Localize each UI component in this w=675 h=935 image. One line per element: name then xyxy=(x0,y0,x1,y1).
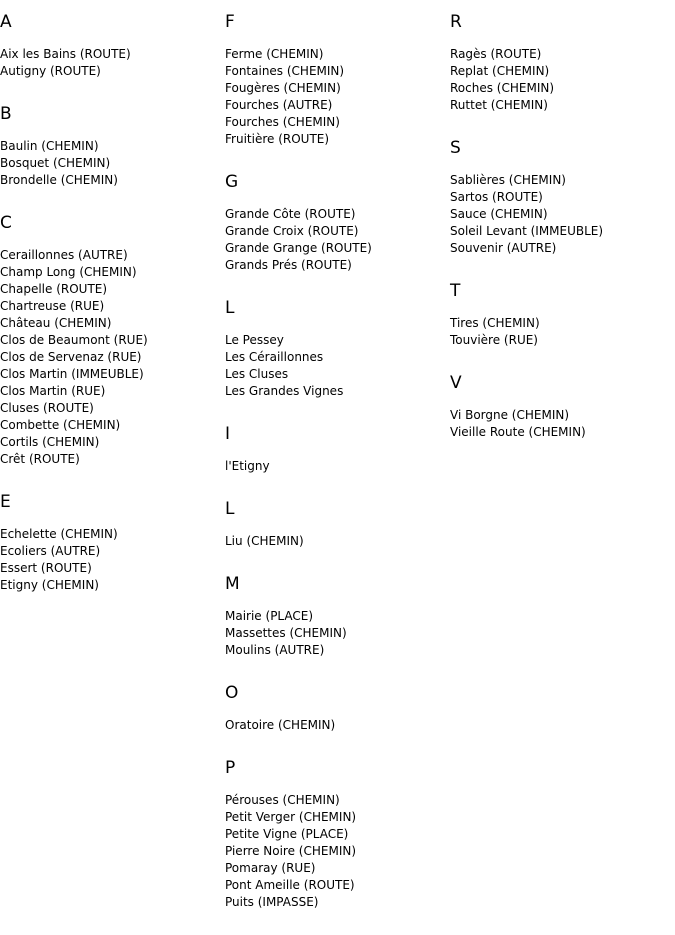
letter-heading: L xyxy=(225,499,235,519)
street-entry[interactable]: Pont Ameille (ROUTE) xyxy=(225,878,355,892)
street-entry[interactable]: Chapelle (ROUTE) xyxy=(0,282,108,296)
letter-section xyxy=(0,492,225,594)
street-index-column-1 xyxy=(0,0,225,618)
street-entry[interactable]: Moulins (AUTRE) xyxy=(225,643,325,657)
street-entry[interactable]: Aix les Bains (ROUTE) xyxy=(0,47,131,61)
street-entry[interactable]: Le Pessey xyxy=(225,333,284,347)
letter-section xyxy=(225,12,450,148)
street-list xyxy=(225,792,450,911)
street-list xyxy=(450,407,675,441)
street-entry[interactable]: Fourches (AUTRE) xyxy=(225,98,333,112)
street-entry[interactable]: Roches (CHEMIN) xyxy=(450,81,555,95)
street-entry[interactable]: Champ Long (CHEMIN) xyxy=(0,265,137,279)
letter-heading: O xyxy=(225,683,239,703)
street-entry[interactable]: Grande Grange (ROUTE) xyxy=(225,241,372,255)
street-entry[interactable]: Vieille Route (CHEMIN) xyxy=(450,425,586,439)
street-list xyxy=(225,332,450,400)
letter-section xyxy=(0,12,225,80)
street-list xyxy=(0,247,225,468)
street-entry[interactable]: Sauce (CHEMIN) xyxy=(450,207,548,221)
street-entry[interactable]: Ceraillonnes (AUTRE) xyxy=(0,248,128,262)
street-entry[interactable]: Sablières (CHEMIN) xyxy=(450,173,566,187)
street-entry[interactable]: Liu (CHEMIN) xyxy=(225,534,304,548)
letter-heading: R xyxy=(450,12,462,32)
street-entry[interactable]: Les Cluses xyxy=(225,367,289,381)
street-entry[interactable]: Fourches (CHEMIN) xyxy=(225,115,340,129)
street-entry[interactable]: Baulin (CHEMIN) xyxy=(0,139,99,153)
street-entry[interactable]: Petite Vigne (PLACE) xyxy=(225,827,349,841)
street-list xyxy=(450,172,675,257)
street-entry[interactable]: Cortils (CHEMIN) xyxy=(0,435,100,449)
street-entry[interactable]: Puits (IMPASSE) xyxy=(225,895,319,909)
street-entry[interactable]: Souvenir (AUTRE) xyxy=(450,241,557,255)
letter-section xyxy=(225,683,450,734)
street-entry[interactable]: l'Etigny xyxy=(225,459,270,473)
street-entry[interactable]: Fougères (CHEMIN) xyxy=(225,81,341,95)
street-entry[interactable]: Bosquet (CHEMIN) xyxy=(0,156,111,170)
street-entry[interactable]: Fruitière (ROUTE) xyxy=(225,132,330,146)
street-entry[interactable]: Les Grandes Vignes xyxy=(225,384,344,398)
letter-heading: S xyxy=(450,138,461,158)
street-entry[interactable]: Oratoire (CHEMIN) xyxy=(225,718,336,732)
letter-heading: L xyxy=(225,298,235,318)
street-entry[interactable]: Ecoliers (AUTRE) xyxy=(0,544,101,558)
street-index-column-2 xyxy=(225,0,450,935)
letter-heading: F xyxy=(225,12,235,32)
street-list xyxy=(225,717,450,734)
street-entry[interactable]: Clos de Servenaz (RUE) xyxy=(0,350,142,364)
letter-section xyxy=(225,758,450,911)
street-entry[interactable]: Combette (CHEMIN) xyxy=(0,418,121,432)
letter-heading: P xyxy=(225,758,236,778)
letter-section xyxy=(0,104,225,189)
street-entry[interactable]: Crêt (ROUTE) xyxy=(0,452,80,466)
street-entry[interactable]: Ferme (CHEMIN) xyxy=(225,47,324,61)
street-entry[interactable]: Les Céraillonnes xyxy=(225,350,324,364)
street-entry[interactable]: Massettes (CHEMIN) xyxy=(225,626,347,640)
street-list xyxy=(225,458,450,475)
street-list xyxy=(225,533,450,550)
street-entry[interactable]: Ragès (ROUTE) xyxy=(450,47,542,61)
letter-section xyxy=(225,499,450,550)
street-list xyxy=(225,206,450,274)
letter-section xyxy=(225,298,450,400)
street-entry[interactable]: Fontaines (CHEMIN) xyxy=(225,64,345,78)
street-list xyxy=(0,46,225,80)
street-entry[interactable]: Brondelle (CHEMIN) xyxy=(0,173,118,187)
street-entry[interactable]: Pérouses (CHEMIN) xyxy=(225,793,340,807)
street-entry[interactable]: Clos de Beaumont (RUE) xyxy=(0,333,148,347)
street-entry[interactable]: Clos Martin (IMMEUBLE) xyxy=(0,367,144,381)
street-index-column-3 xyxy=(450,0,675,465)
street-entry[interactable]: Etigny (CHEMIN) xyxy=(0,578,99,592)
street-entry[interactable]: Mairie (PLACE) xyxy=(225,609,314,623)
street-list xyxy=(225,46,450,148)
street-entry[interactable]: Château (CHEMIN) xyxy=(0,316,112,330)
street-list xyxy=(0,526,225,594)
street-entry[interactable]: Sartos (ROUTE) xyxy=(450,190,543,204)
street-list xyxy=(0,138,225,189)
street-entry[interactable]: Petit Verger (CHEMIN) xyxy=(225,810,357,824)
street-entry[interactable]: Pierre Noire (CHEMIN) xyxy=(225,844,357,858)
letter-section xyxy=(225,424,450,475)
street-entry[interactable]: Vi Borgne (CHEMIN) xyxy=(450,408,570,422)
street-entry[interactable]: Pomaray (RUE) xyxy=(225,861,316,875)
street-entry[interactable]: Chartreuse (RUE) xyxy=(0,299,105,313)
street-entry[interactable]: Echelette (CHEMIN) xyxy=(0,527,118,541)
letter-section xyxy=(225,172,450,274)
street-entry[interactable]: Grande Croix (ROUTE) xyxy=(225,224,359,238)
letter-heading: G xyxy=(225,172,239,192)
street-entry[interactable]: Tires (CHEMIN) xyxy=(450,316,540,330)
street-entry[interactable]: Touvière (RUE) xyxy=(450,333,538,347)
letter-heading: E xyxy=(0,492,11,512)
street-entry[interactable]: Autigny (ROUTE) xyxy=(0,64,101,78)
letter-section xyxy=(450,373,675,441)
letter-heading: T xyxy=(450,281,461,301)
street-list xyxy=(450,46,675,114)
letter-heading: C xyxy=(0,213,12,233)
street-entry[interactable]: Ruttet (CHEMIN) xyxy=(450,98,548,112)
letter-section xyxy=(450,12,675,114)
street-entry[interactable]: Grands Prés (ROUTE) xyxy=(225,258,352,272)
street-entry[interactable]: Replat (CHEMIN) xyxy=(450,64,550,78)
letter-heading: B xyxy=(0,104,12,124)
letter-section xyxy=(0,213,225,468)
letter-heading: I xyxy=(225,424,231,444)
letter-section xyxy=(450,281,675,349)
street-list xyxy=(225,608,450,659)
letter-heading: M xyxy=(225,574,240,594)
street-entry[interactable]: Soleil Levant (IMMEUBLE) xyxy=(450,224,604,238)
letter-heading: A xyxy=(0,12,12,32)
street-entry[interactable]: Grande Côte (ROUTE) xyxy=(225,207,356,221)
street-entry[interactable]: Cluses (ROUTE) xyxy=(0,401,94,415)
street-list xyxy=(450,315,675,349)
letter-section xyxy=(225,574,450,659)
letter-section xyxy=(450,138,675,257)
street-entry[interactable]: Essert (ROUTE) xyxy=(0,561,92,575)
street-entry[interactable]: Clos Martin (RUE) xyxy=(0,384,106,398)
letter-heading: V xyxy=(450,373,462,393)
